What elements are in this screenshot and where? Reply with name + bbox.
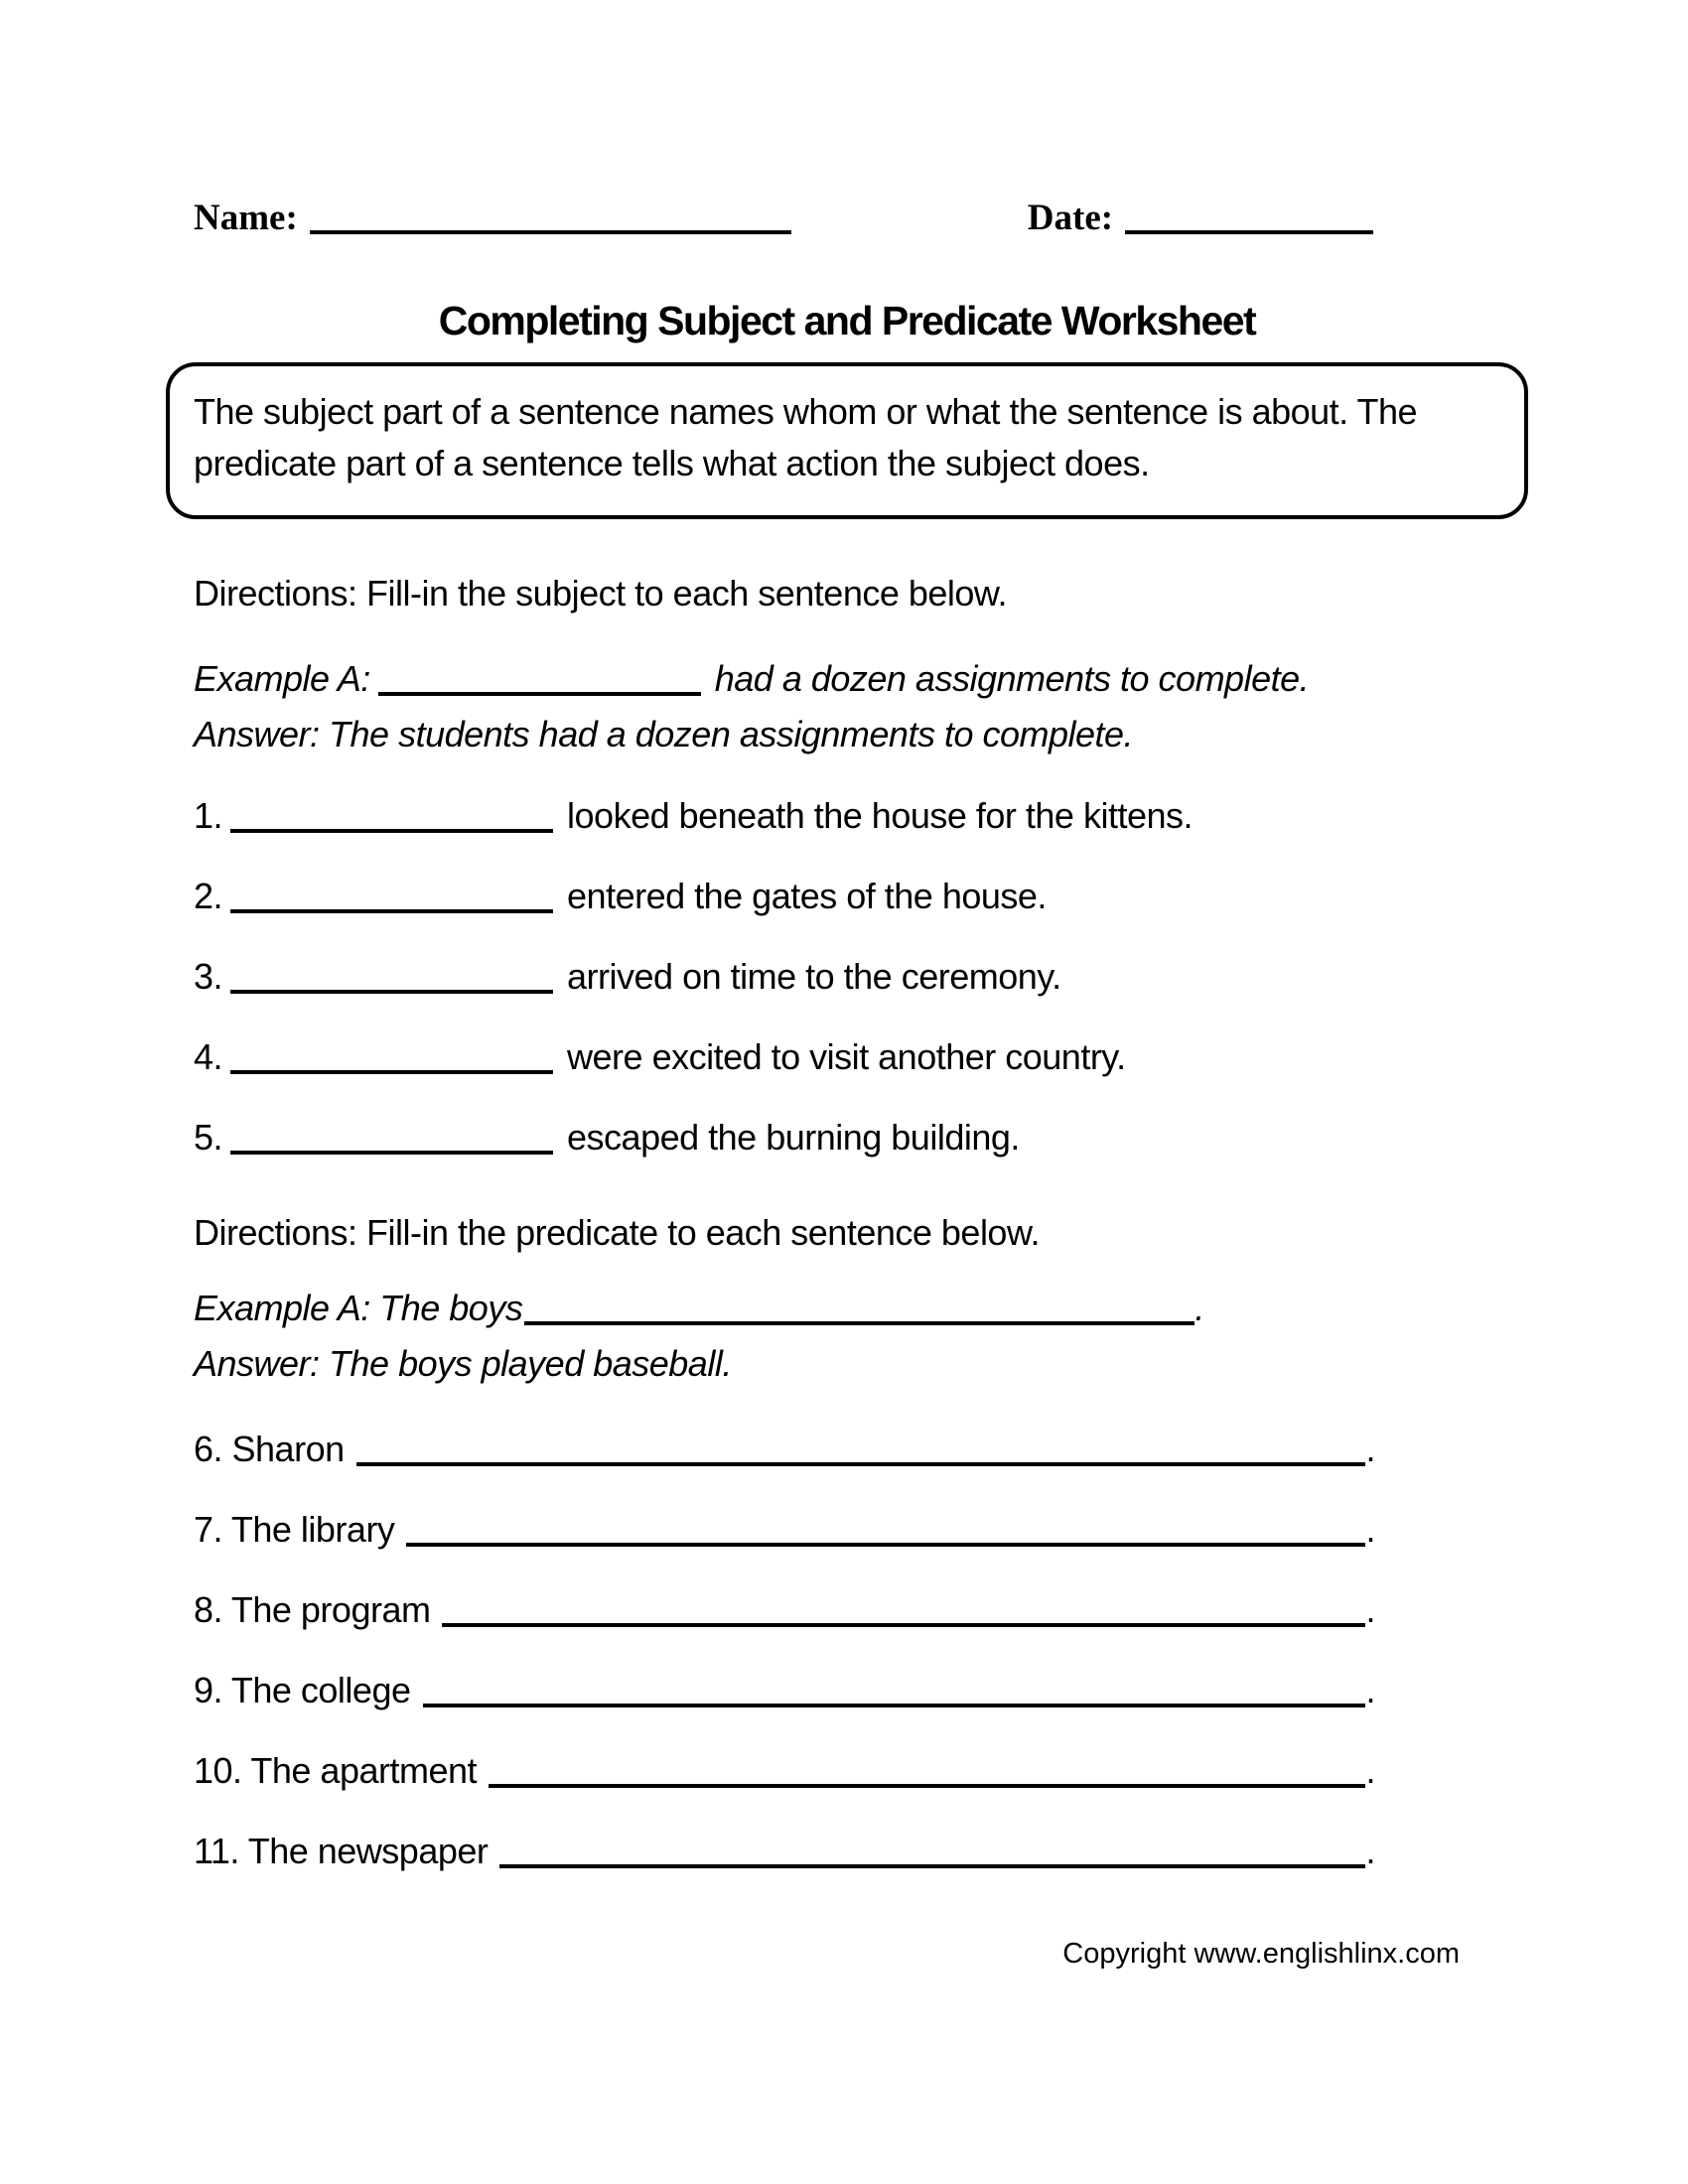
example-subject-suffix: had a dozen assignments to complete. xyxy=(714,658,1310,699)
item-number: 2. xyxy=(194,876,223,916)
subject-item-3 xyxy=(194,954,1549,1000)
predicate-item-11 xyxy=(194,1829,1375,1874)
worksheet-content xyxy=(0,197,1688,1874)
example-predicate xyxy=(194,1286,1549,1331)
predicate-blank-line-9[interactable] xyxy=(423,1678,1366,1707)
subject-item-5 xyxy=(194,1115,1549,1160)
item-number: 5. xyxy=(194,1117,223,1158)
subject-item-1 xyxy=(194,793,1549,839)
definition-box xyxy=(166,362,1528,519)
item-number: 4. xyxy=(194,1036,223,1077)
item-label: 6. Sharon xyxy=(194,1429,345,1469)
item-period: . xyxy=(1365,1831,1375,1871)
item-label: 10. The apartment xyxy=(194,1750,478,1791)
predicate-item-6 xyxy=(194,1427,1375,1472)
predicate-item-9 xyxy=(194,1668,1375,1713)
subject-item-2 xyxy=(194,874,1549,919)
item-label: 9. The college xyxy=(194,1670,411,1710)
title-wrap xyxy=(166,295,1528,346)
directions-predicate: Directions: Fill-in the predicate to each sentence below. xyxy=(194,1212,1040,1253)
predicate-items xyxy=(194,1427,1549,1874)
definition-line-2: predicate part of a sentence tells what action the subject does. xyxy=(194,443,1150,483)
copyright-text: Copyright www.englishlinx.com xyxy=(1062,1938,1460,1970)
predicate-blank-line-10[interactable] xyxy=(489,1758,1365,1788)
item-period: . xyxy=(1365,1429,1375,1469)
item-text: escaped the burning building. xyxy=(567,1117,1020,1158)
item-text: entered the gates of the house. xyxy=(567,876,1047,916)
name-date-row xyxy=(194,197,1549,251)
example-subject xyxy=(194,656,1549,702)
example-predicate-blank-line[interactable] xyxy=(524,1321,1195,1325)
item-period: . xyxy=(1365,1589,1375,1630)
date-label: Date: xyxy=(1027,198,1114,238)
item-period: . xyxy=(1365,1509,1375,1550)
subject-blank-line-2[interactable] xyxy=(230,909,553,913)
item-text: were excited to visit another country. xyxy=(567,1036,1126,1077)
example-subject-prefix: Example A: xyxy=(194,658,370,699)
subject-blank-line-1[interactable] xyxy=(230,829,553,833)
item-label: 11. The newspaper xyxy=(194,1831,489,1871)
example-predicate-suffix: . xyxy=(1195,1288,1204,1328)
predicate-item-8 xyxy=(194,1587,1375,1633)
item-period: . xyxy=(1365,1670,1375,1710)
date-blank-line[interactable] xyxy=(1125,230,1373,234)
predicate-blank-line-11[interactable] xyxy=(499,1839,1365,1868)
item-number: 1. xyxy=(194,795,223,836)
predicate-blank-line-7[interactable] xyxy=(406,1517,1365,1547)
predicate-item-7 xyxy=(194,1507,1375,1553)
item-label: 8. The program xyxy=(194,1589,431,1630)
answer-predicate: Answer: The boys played baseball. xyxy=(194,1343,732,1384)
name-blank-line[interactable] xyxy=(310,230,791,234)
predicate-blank-line-6[interactable] xyxy=(356,1436,1366,1466)
predicate-blank-line-8[interactable] xyxy=(442,1597,1365,1627)
definition-line-1: The subject part of a sentence names whom or what the sentence is about. The xyxy=(194,391,1418,432)
predicate-item-10 xyxy=(194,1748,1375,1794)
page-title: Completing Subject and Predicate Worksheet xyxy=(438,298,1256,343)
item-text: looked beneath the house for the kittens. xyxy=(567,795,1193,836)
subject-items xyxy=(194,793,1549,1160)
item-period: . xyxy=(1365,1750,1375,1791)
answer-subject: Answer: The students had a dozen assignments to complete. xyxy=(194,714,1134,754)
name-label: Name: xyxy=(194,198,298,238)
directions-subject: Directions: Fill-in the subject to each sentence below. xyxy=(194,573,1007,614)
example-subject-blank-line[interactable] xyxy=(378,692,701,696)
subject-blank-line-3[interactable] xyxy=(230,990,553,994)
item-text: arrived on time to the ceremony. xyxy=(567,956,1061,997)
subject-item-4 xyxy=(194,1034,1549,1080)
example-predicate-prefix: Example A: The boys xyxy=(194,1288,523,1328)
item-label: 7. The library xyxy=(194,1509,395,1550)
subject-blank-line-5[interactable] xyxy=(230,1151,553,1155)
item-number: 3. xyxy=(194,956,223,997)
subject-blank-line-4[interactable] xyxy=(230,1070,553,1074)
